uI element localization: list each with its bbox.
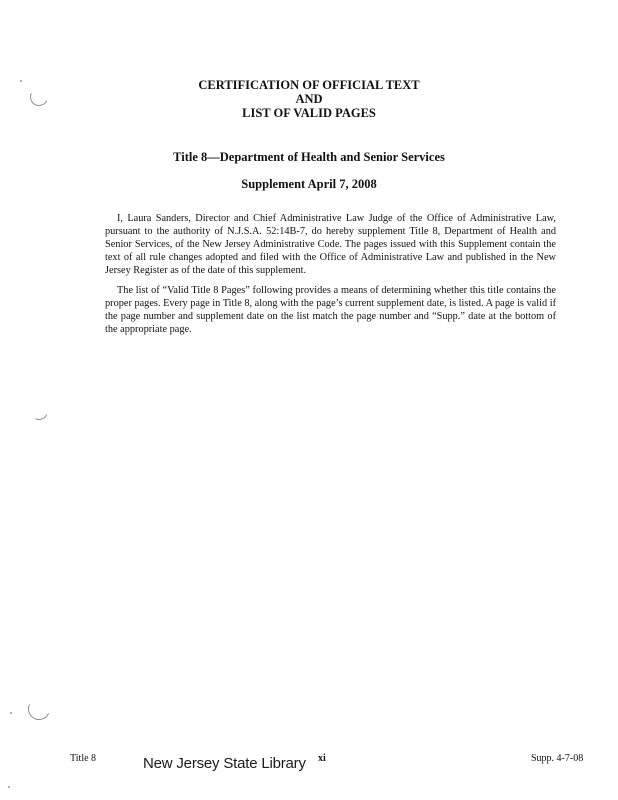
page-number: xi [318,753,326,764]
title-heading: Title 8—Department of Health and Senior Services [173,150,445,164]
footer-title: Title 8 [70,753,97,764]
certification-heading-and: AND [295,92,323,106]
scan-speck [10,712,12,714]
scan-speck [8,786,10,788]
footer-supplement-date: Supp. 4-7-08 [531,753,584,764]
punch-hole-mark [27,399,50,422]
supplement-date-heading: Supplement April 7, 2008 [241,177,377,191]
certification-heading: CERTIFICATION OF OFFICIAL TEXT [198,78,420,92]
library-stamp: New Jersey State Library [143,755,306,772]
punch-hole-mark [25,695,53,723]
valid-pages-heading: LIST OF VALID PAGES [242,106,376,120]
valid-pages-paragraph: The list of “Valid Title 8 Pages” following provides a means of determining whether this title contains the proper pages. Every page in Title 8, along with the page’s current supplement date, is listed. A page is valid if the page number and supplement date on the list match the page number and “Supp.” date at the bottom of the appropriate page. [105,285,556,335]
certification-paragraph: I, Laura Sanders, Director and Chief Administrative Law Judge of the Office of Administrative Law, pursuant to the authority of N.J.S.A. 52:14B-7, do hereby supplement Title 8, Department of Health and Senior Services, of the New Jersey Administrative Code. The pages issued with this Supplement contain the text of all rule changes adopted and filed with the Office of Administrative Law and published in the New Jersey Register as of the date of this supplement. [105,213,556,276]
